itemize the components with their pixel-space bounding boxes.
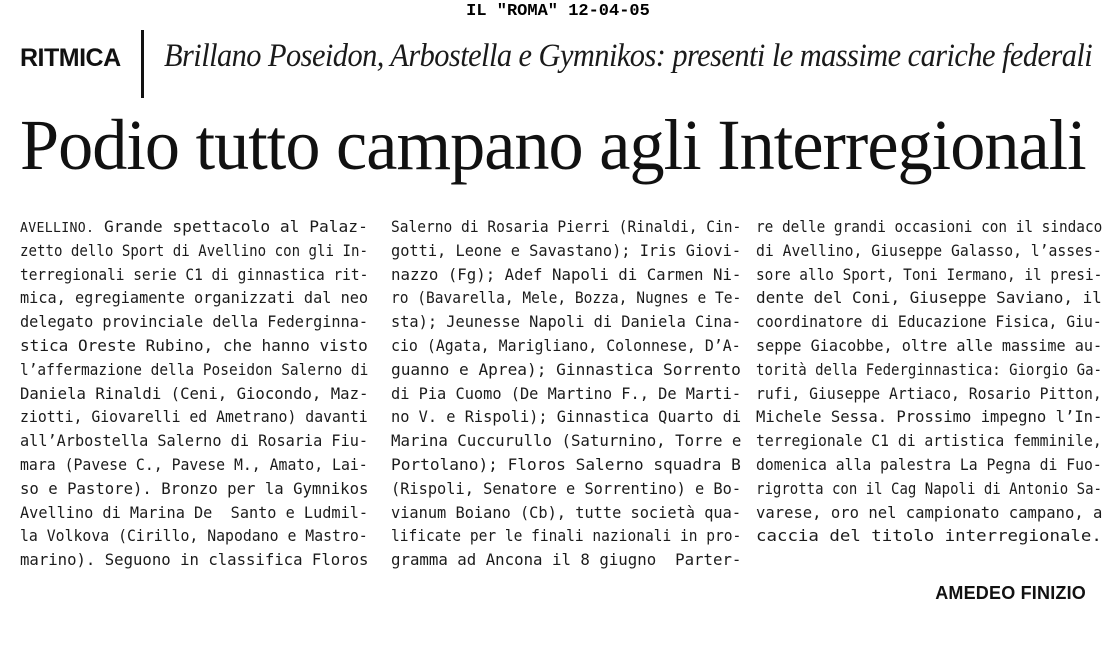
column-line: delegato provinciale della Federginna- xyxy=(20,312,369,332)
column-line: torità della Federginnastica: Giorgio Ga- xyxy=(756,359,1102,379)
column-line: coordinatore di Educazione Fisica, Giu- xyxy=(756,312,1102,332)
column-line: domenica alla palestra La Pegna di Fuo- xyxy=(756,454,1102,474)
column-line: sore allo Sport, Toni Iermano, il presi- xyxy=(756,264,1103,284)
column-line: lificate per le finali nazionali in pro- xyxy=(391,526,742,546)
column-line: gotti, Leone e Savastano); Iris Giovi- xyxy=(391,240,742,260)
column-line: Salerno di Rosaria Pierri (Rinaldi, Cin- xyxy=(391,217,742,236)
section-tag: RITMICA xyxy=(20,44,121,72)
column-line: Daniela Rinaldi (Ceni, Giocondo, Maz- xyxy=(20,383,369,403)
section-divider xyxy=(141,30,144,98)
column-line: ziotti, Giovarelli ed Ametrano) davanti xyxy=(20,407,368,427)
kicker-subheadline: Brillano Poseidon, Arbostella e Gymnikos: presenti le massime cariche federali xyxy=(164,38,1093,74)
column-line: gramma ad Ancona il 8 giugno Parter- xyxy=(391,550,742,570)
column-line: stica Oreste Rubino, che hanno visto xyxy=(20,335,368,355)
column-line: varese, oro nel campionato campano, a xyxy=(756,502,1103,522)
article-column-1 xyxy=(20,215,368,572)
dateline: AVELLINO. xyxy=(20,221,95,236)
column-line: di Avellino, Giuseppe Galasso, l’asses- xyxy=(756,240,1102,260)
column-line: Portolano); Floros Salerno squadra B xyxy=(391,454,741,474)
column-line: Marina Cuccurullo (Saturnino, Torre e xyxy=(391,431,742,451)
column-line: ro (Bavarella, Mele, Bozza, Nugnes e Te- xyxy=(391,288,742,308)
column-line: marino). Seguono in classifica Floros xyxy=(20,550,369,570)
column-line: caccia del titolo interregionale. xyxy=(756,526,1102,546)
column-line: rufi, Giuseppe Artiaco, Rosario Pitton, xyxy=(756,383,1102,403)
column-line: di Pia Cuomo (De Martino F., De Marti- xyxy=(391,383,742,403)
column-line: rigrotta con il Cag Napoli di Antonio Sa- xyxy=(756,478,1102,498)
column-line: terregionale C1 di artistica femminile, xyxy=(756,431,1102,451)
column-line: mica, egregiamente organizzati dal neo xyxy=(20,288,369,308)
column-line: all’Arbostella Salerno di Rosaria Fiu- xyxy=(20,431,369,451)
column-line: sta); Jeunesse Napoli di Daniela Cina- xyxy=(391,312,742,332)
article-headline: Podio tutto campano agli Interregionali xyxy=(20,105,1086,185)
column-line: vianum Boiano (Cb), tutte società qua- xyxy=(391,502,742,522)
column-line-text: Grande spettacolo al Palaz- xyxy=(94,217,368,236)
column-line: guanno e Aprea); Ginnastica Sorrento xyxy=(391,359,741,379)
article-column-2 xyxy=(391,215,741,572)
column-line: Michele Sessa. Prossimo impegno l’In- xyxy=(756,407,1103,427)
column-line: dente del Coni, Giuseppe Saviano, il xyxy=(756,288,1102,308)
column-line: no V. e Rispoli); Ginnastica Quarto di xyxy=(391,407,742,427)
column-line xyxy=(20,215,373,239)
column-line: cio (Agata, Marigliano, Colonnese, D’A- xyxy=(391,335,741,355)
column-line: la Volkova (Cirillo, Napodano e Mastro- xyxy=(20,526,368,546)
column-line: zetto dello Sport di Avellino con gli In- xyxy=(20,240,368,260)
column-line: l’affermazione della Poseidon Salerno di xyxy=(20,359,369,379)
column-line: terregionali serie C1 di ginnastica rit- xyxy=(20,264,369,284)
column-line: seppe Giacobbe, oltre alle massime au- xyxy=(756,335,1103,355)
article-column-3 xyxy=(756,215,1102,548)
column-line: nazzo (Fg); Adef Napoli di Carmen Ni- xyxy=(391,264,742,284)
column-line: (Rispoli, Senatore e Sorrentino) e Bo- xyxy=(391,478,742,498)
column-line: mara (Pavese C., Pavese M., Amato, Lai- xyxy=(20,454,368,474)
column-line: Avellino di Marina De Santo e Ludmil- xyxy=(20,502,369,522)
column-line: so e Pastore). Bronzo per la Gymnikos xyxy=(20,478,369,498)
author-byline: AMEDEO FINIZIO xyxy=(935,583,1086,603)
column-line: re delle grandi occasioni con il sindaco xyxy=(756,217,1103,236)
source-date-line: IL "ROMA" 12-04-05 xyxy=(466,2,650,21)
